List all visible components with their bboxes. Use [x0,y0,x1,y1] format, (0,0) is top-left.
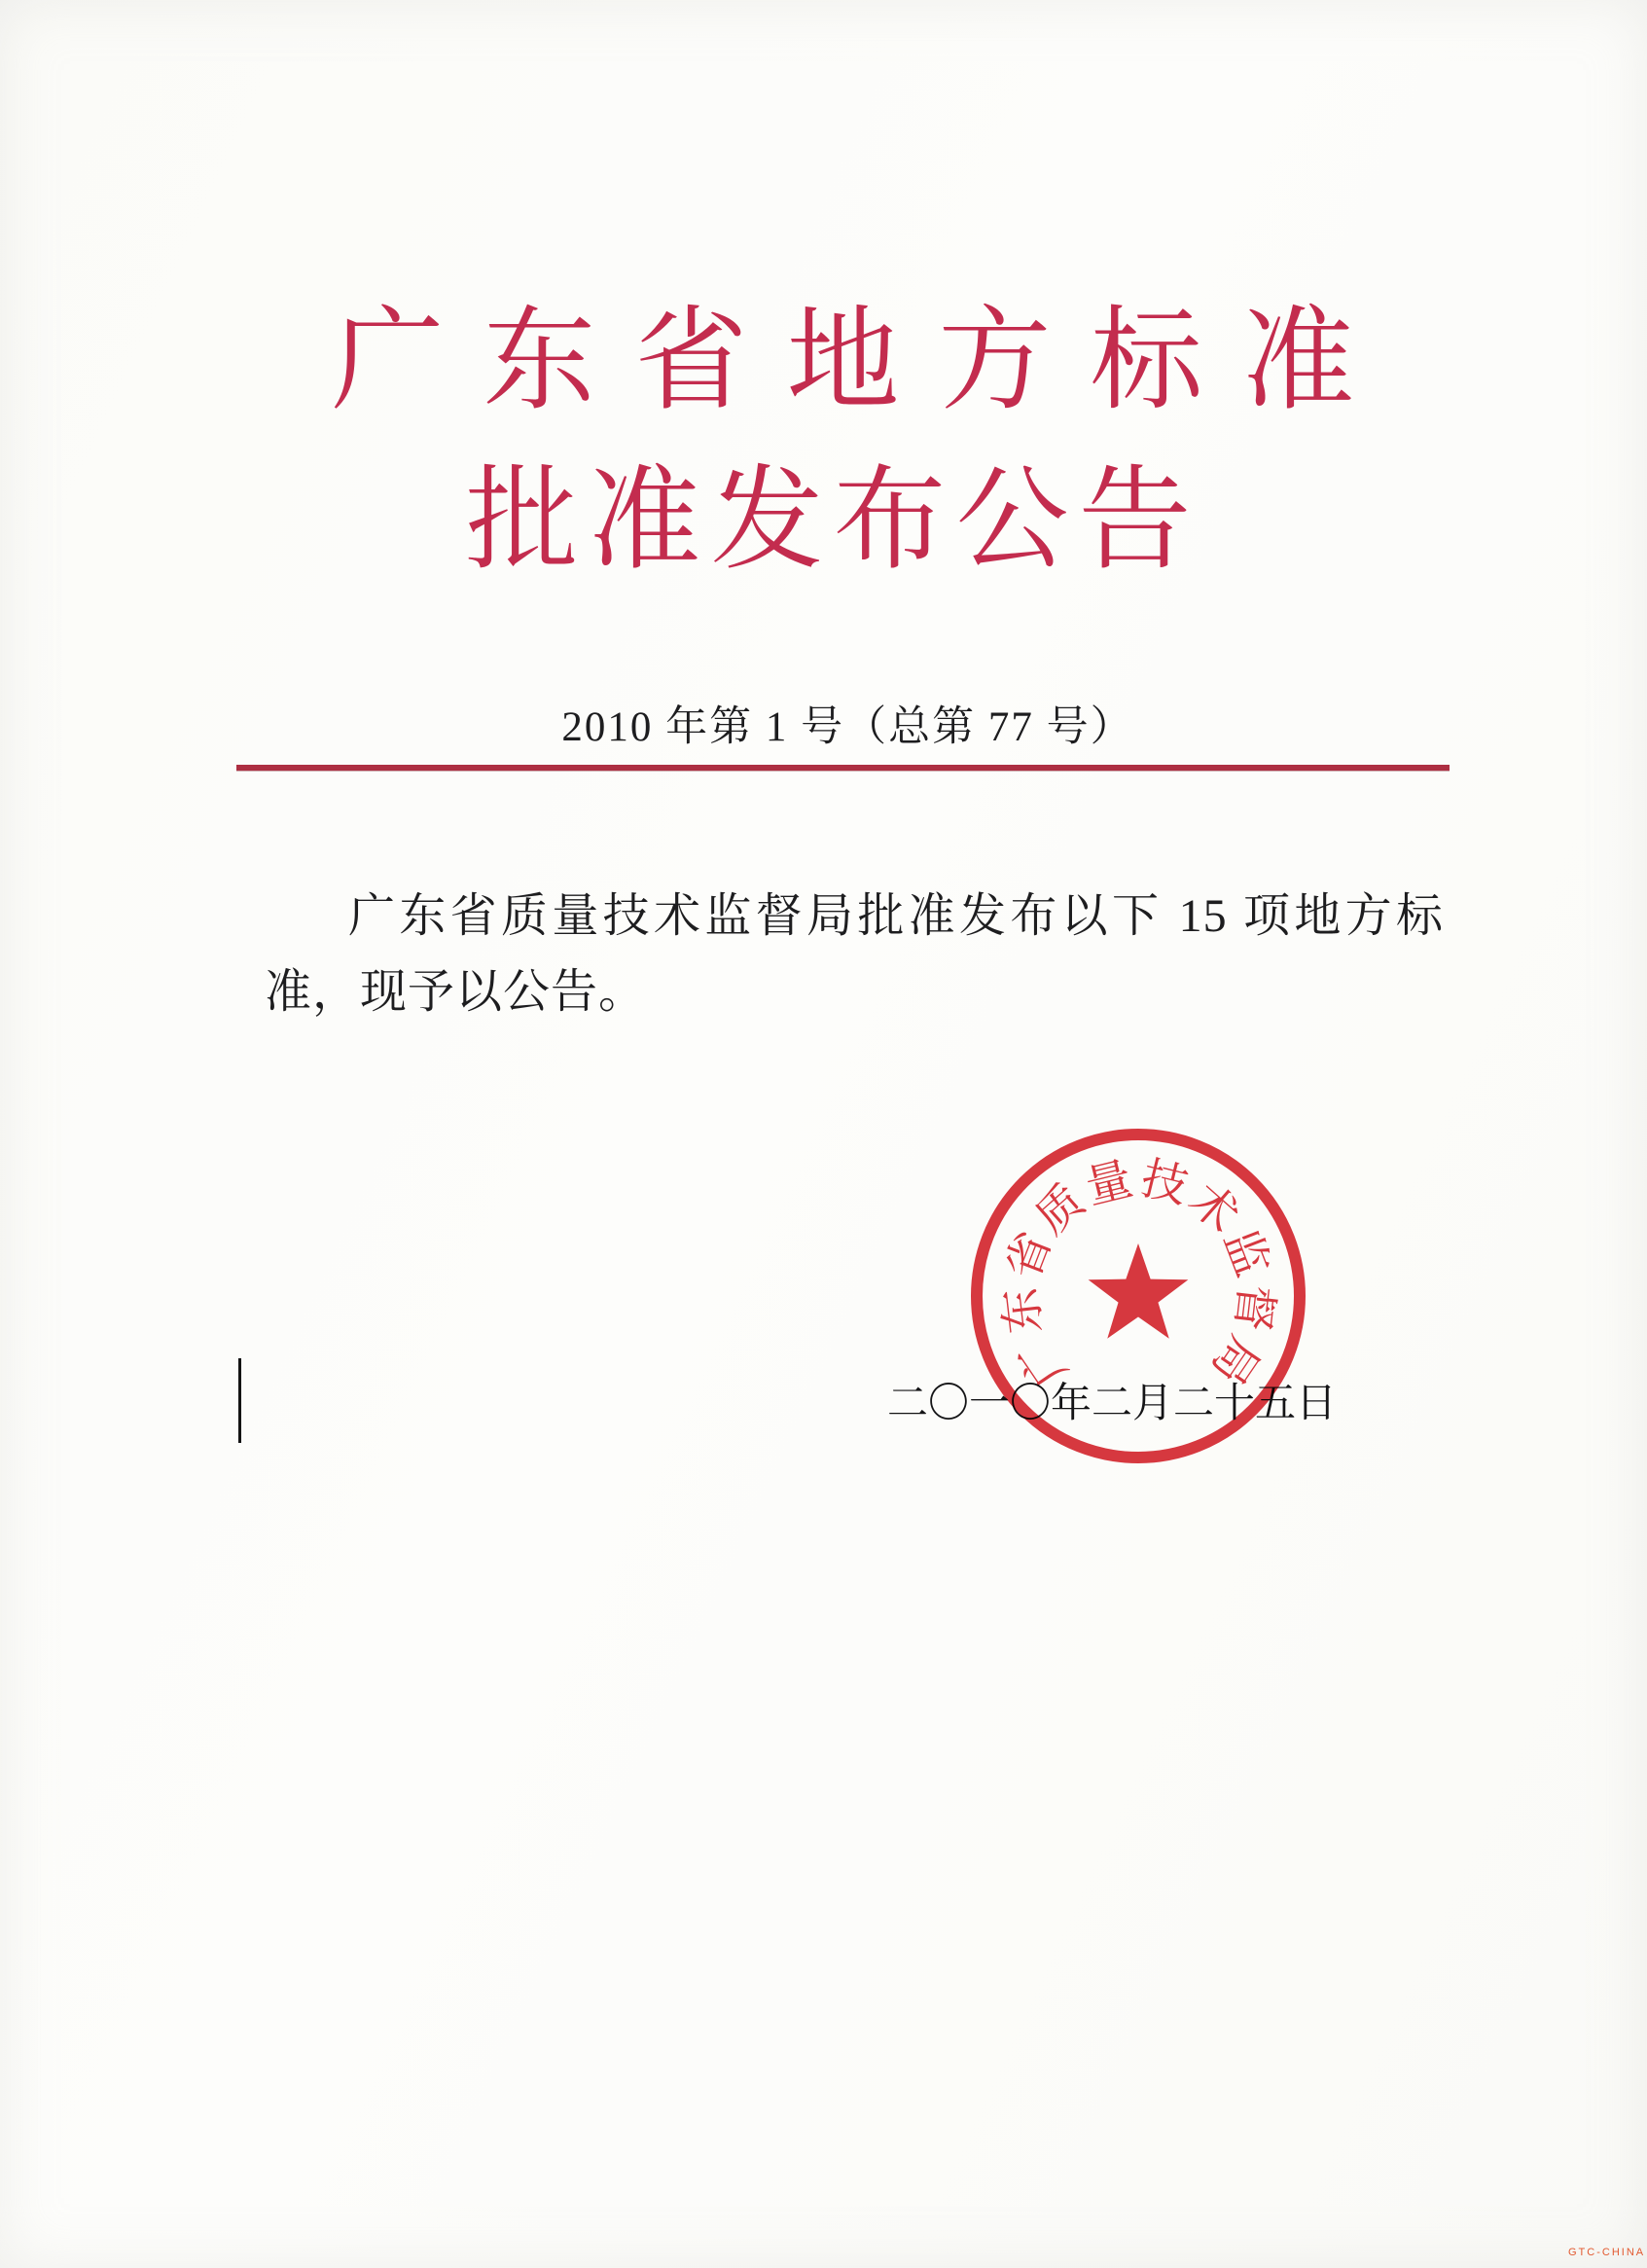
issue-date: 二〇一〇年二月二十五日 [887,1382,1338,1426]
watermark-label: GTC-CHINA [1568,2247,1646,2258]
header-divider-rule [236,765,1450,771]
document-title-line2: 批准发布公告 [465,459,1201,584]
document-title-line1: 广东省地方标准 [331,300,1394,424]
star-icon [1089,1243,1189,1339]
issue-number: 2010 年第 1 号（总第 77 号） [561,704,1134,750]
announcement-paragraph: 广东省质量技术监督局批准发布以下 15 项地方标准，现予以公告。 [265,890,1444,1018]
seal-arc-text: 广东省质量技术监督局 [995,1153,1281,1396]
registration-mark [238,1358,241,1443]
